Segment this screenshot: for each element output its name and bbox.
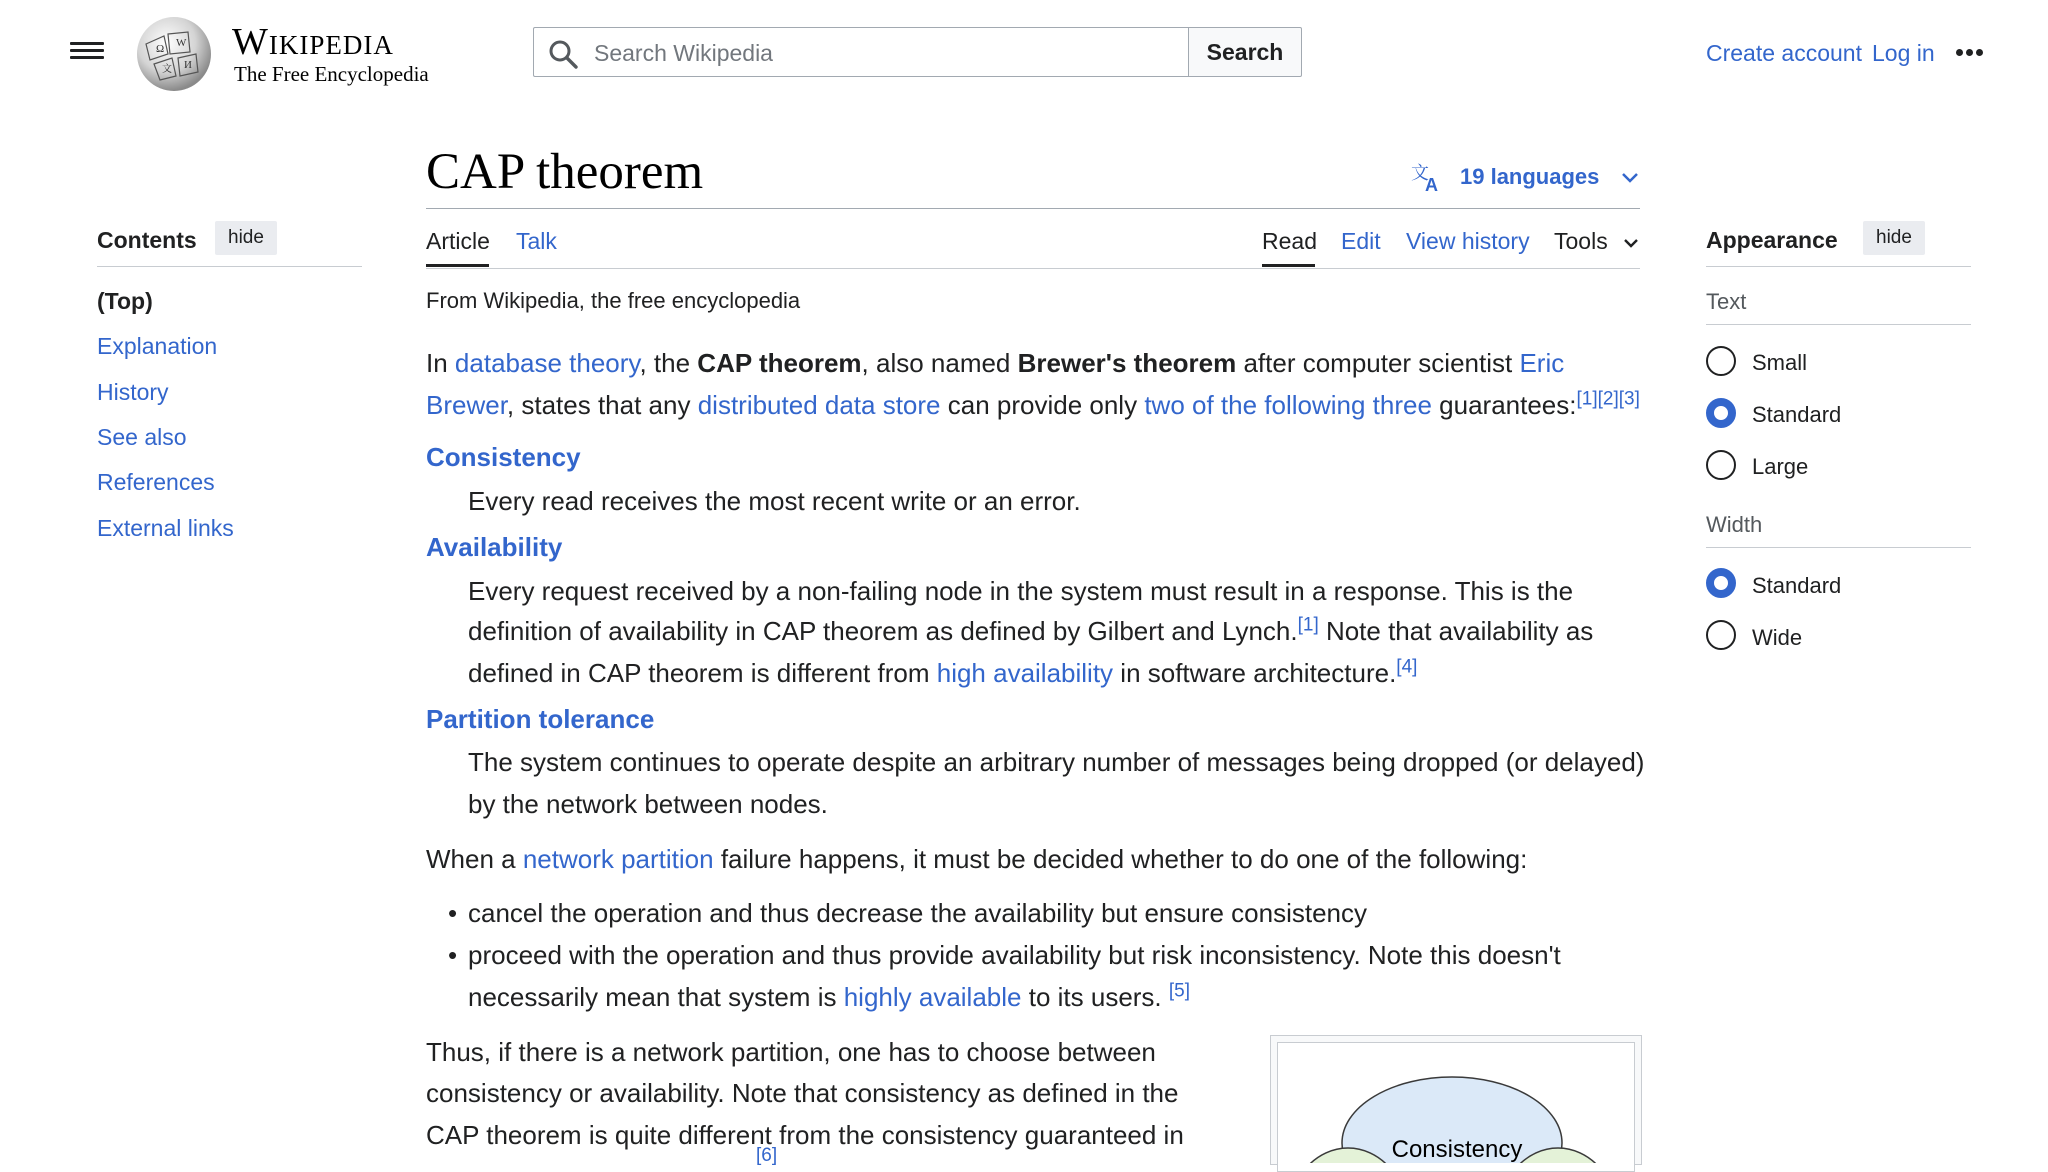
toc-title: Contents	[97, 227, 197, 253]
term-partition-tolerance[interactable]: Partition tolerance	[426, 704, 655, 734]
link-highly-available[interactable]: highly available	[843, 982, 1022, 1012]
main-menu-button[interactable]	[70, 38, 104, 68]
languages-button[interactable]	[1410, 160, 1640, 196]
link-high-availability[interactable]: high availability	[936, 658, 1114, 688]
definition-availability-line3	[468, 652, 1417, 694]
definition-partition-line2: by the network between nodes.	[468, 789, 828, 819]
create-account-link[interactable]: Create account	[1706, 40, 1862, 66]
wikipedia-tagline: The Free Encyclopedia	[234, 62, 429, 86]
link-two-of-three[interactable]: two of the following three	[1144, 390, 1432, 420]
toc-hide-button[interactable]: hide	[215, 221, 277, 255]
text-size-label: Text	[1706, 289, 1747, 314]
search-button[interactable]: Search	[1188, 27, 1302, 77]
radio-label-standard[interactable]: Standard	[1752, 402, 1842, 427]
wikipedia-logo[interactable]	[134, 14, 434, 92]
list-item: • cancel the operation and thus decrease the availability but ensure consistency	[468, 892, 1367, 934]
list-text: to its users.	[1021, 982, 1169, 1012]
intro-text: , also named	[861, 348, 1018, 378]
reference-1[interactable]: [1]	[1297, 614, 1319, 636]
list-item-continuation	[468, 976, 1190, 1018]
wikipedia-globe-icon	[134, 14, 214, 92]
width-divider	[1706, 547, 1971, 548]
tab-read[interactable]: Read	[1262, 228, 1317, 254]
figure-image	[1277, 1042, 1635, 1172]
intro-text: after computer scientist	[1236, 348, 1520, 378]
log-in-link[interactable]: Log in	[1872, 40, 1935, 66]
paragraph-text: When a	[426, 844, 523, 874]
term-consistency[interactable]: Consistency	[426, 442, 581, 472]
bold-cap-theorem: CAP theorem	[697, 348, 862, 378]
search-icon	[548, 39, 578, 69]
toc-item-top[interactable]: (Top)	[97, 288, 153, 314]
width-label: Width	[1706, 512, 1763, 537]
radio-text-standard[interactable]	[1706, 398, 1736, 428]
intro-paragraph-line1	[426, 342, 1564, 384]
link-database-theory[interactable]: database theory	[454, 348, 640, 378]
link-network-partition[interactable]: network partition	[522, 844, 714, 874]
radio-label-small[interactable]: Small	[1752, 350, 1808, 375]
text-size-divider	[1706, 324, 1971, 325]
search-box	[533, 27, 1195, 77]
tab-read-indicator	[1262, 264, 1315, 267]
intro-text: In	[426, 348, 455, 378]
toc-item-explanation[interactable]: Explanation	[97, 333, 218, 359]
svg-text:A: A	[1425, 175, 1438, 193]
appearance-divider	[1706, 266, 1971, 267]
svg-text:文: 文	[162, 64, 172, 75]
tabs-divider	[426, 268, 1640, 269]
partition-paragraph	[426, 838, 1527, 880]
thus-paragraph-line3: CAP theorem is quite different from the consistency guaranteed in	[426, 1120, 1184, 1150]
search-input[interactable]	[592, 28, 1186, 78]
definition-text: in software architecture.	[1113, 658, 1397, 688]
definition-availability-line1: Every request received by a non-failing node in the system must result in a response. This is the	[468, 576, 1574, 606]
languages-label: 19 languages	[1460, 164, 1600, 189]
chevron-down-icon	[1620, 168, 1640, 188]
radio-label-width-standard[interactable]: Standard	[1752, 573, 1842, 598]
intro-text: guarantees:	[1431, 390, 1577, 420]
page-title: CAP theorem	[426, 144, 704, 200]
appearance-hide-button[interactable]: hide	[1863, 221, 1925, 255]
definition-consistency: Every read receives the most recent write or an error.	[468, 486, 1081, 516]
toc-divider	[97, 266, 362, 267]
radio-text-large[interactable]	[1706, 450, 1736, 480]
svg-text:И: И	[184, 59, 192, 71]
thus-paragraph-line1: Thus, if there is a network partition, one has to choose between	[426, 1037, 1156, 1067]
definition-text: definition of availability in CAP theorem as defined by Gilbert and Lynch.	[468, 616, 1298, 646]
tab-article-indicator	[426, 264, 489, 267]
definition-text: Note that availability as	[1318, 616, 1594, 646]
svg-text:文: 文	[1411, 163, 1429, 184]
appearance-title: Appearance	[1706, 227, 1838, 253]
intro-text: , states that any	[506, 390, 698, 420]
term-availability[interactable]: Availability	[426, 532, 563, 562]
tab-edit[interactable]: Edit	[1341, 228, 1381, 254]
wikipedia-wordmark: Wikipedia	[232, 21, 394, 63]
link-eric-brewer[interactable]: Brewer	[426, 390, 507, 420]
language-icon	[1410, 161, 1444, 193]
link-distributed-data-store[interactable]: distributed data store	[697, 390, 941, 420]
intro-text: can provide only	[940, 390, 1145, 420]
tab-talk[interactable]: Talk	[516, 228, 557, 254]
site-subtitle: From Wikipedia, the free encyclopedia	[426, 288, 801, 313]
definition-partition-line1: The system continues to operate despite an arbitrary number of messages being dropped (or delayed)	[468, 747, 1645, 777]
title-divider	[426, 208, 1640, 209]
link-eric-brewer[interactable]: Eric	[1519, 348, 1565, 378]
toc-item-see-also[interactable]: See also	[97, 424, 187, 450]
reference-4[interactable]: [4]	[1396, 656, 1418, 678]
bold-brewers-theorem: Brewer's theorem	[1017, 348, 1237, 378]
radio-width-wide[interactable]	[1706, 620, 1736, 650]
chevron-down-icon[interactable]	[1622, 234, 1640, 252]
toc-item-external-links[interactable]: External links	[97, 515, 234, 541]
paragraph-text: failure happens, it must be decided whether to do one of the following:	[713, 844, 1528, 874]
tab-article[interactable]: Article	[426, 228, 490, 254]
definition-text: defined in CAP theorem is different from	[468, 658, 937, 688]
list-item: • proceed with the operation and thus provide availability but risk inconsistency. Note this doesn't	[468, 934, 1561, 976]
thus-paragraph-line2: consistency or availability. Note that consistency as defined in the	[426, 1078, 1179, 1108]
svg-text:W: W	[176, 37, 187, 49]
intro-paragraph-line2	[426, 384, 1640, 426]
radio-label-width-wide[interactable]: Wide	[1752, 625, 1803, 650]
toc-item-references[interactable]: References	[97, 469, 215, 495]
svg-text:Ω: Ω	[156, 43, 165, 55]
tools-menu[interactable]: Tools	[1554, 228, 1608, 254]
reference-links[interactable]: [1][2][3]	[1576, 388, 1640, 410]
intro-text: , the	[639, 348, 698, 378]
venn-label-consistency: Consistency	[1391, 1136, 1523, 1163]
toc-item-history[interactable]: History	[97, 379, 169, 405]
cap-venn-figure[interactable]	[1270, 1035, 1642, 1165]
radio-width-standard[interactable]	[1706, 568, 1736, 598]
more-options-icon[interactable]	[1956, 40, 1990, 66]
radio-label-large[interactable]: Large	[1752, 454, 1809, 479]
tab-view-history[interactable]: View history	[1406, 228, 1530, 254]
list-text: necessarily mean that system is	[468, 982, 844, 1012]
radio-text-small[interactable]	[1706, 346, 1736, 376]
reference-5[interactable]: [5]	[1168, 980, 1191, 1002]
definition-availability-line2	[468, 610, 1593, 652]
